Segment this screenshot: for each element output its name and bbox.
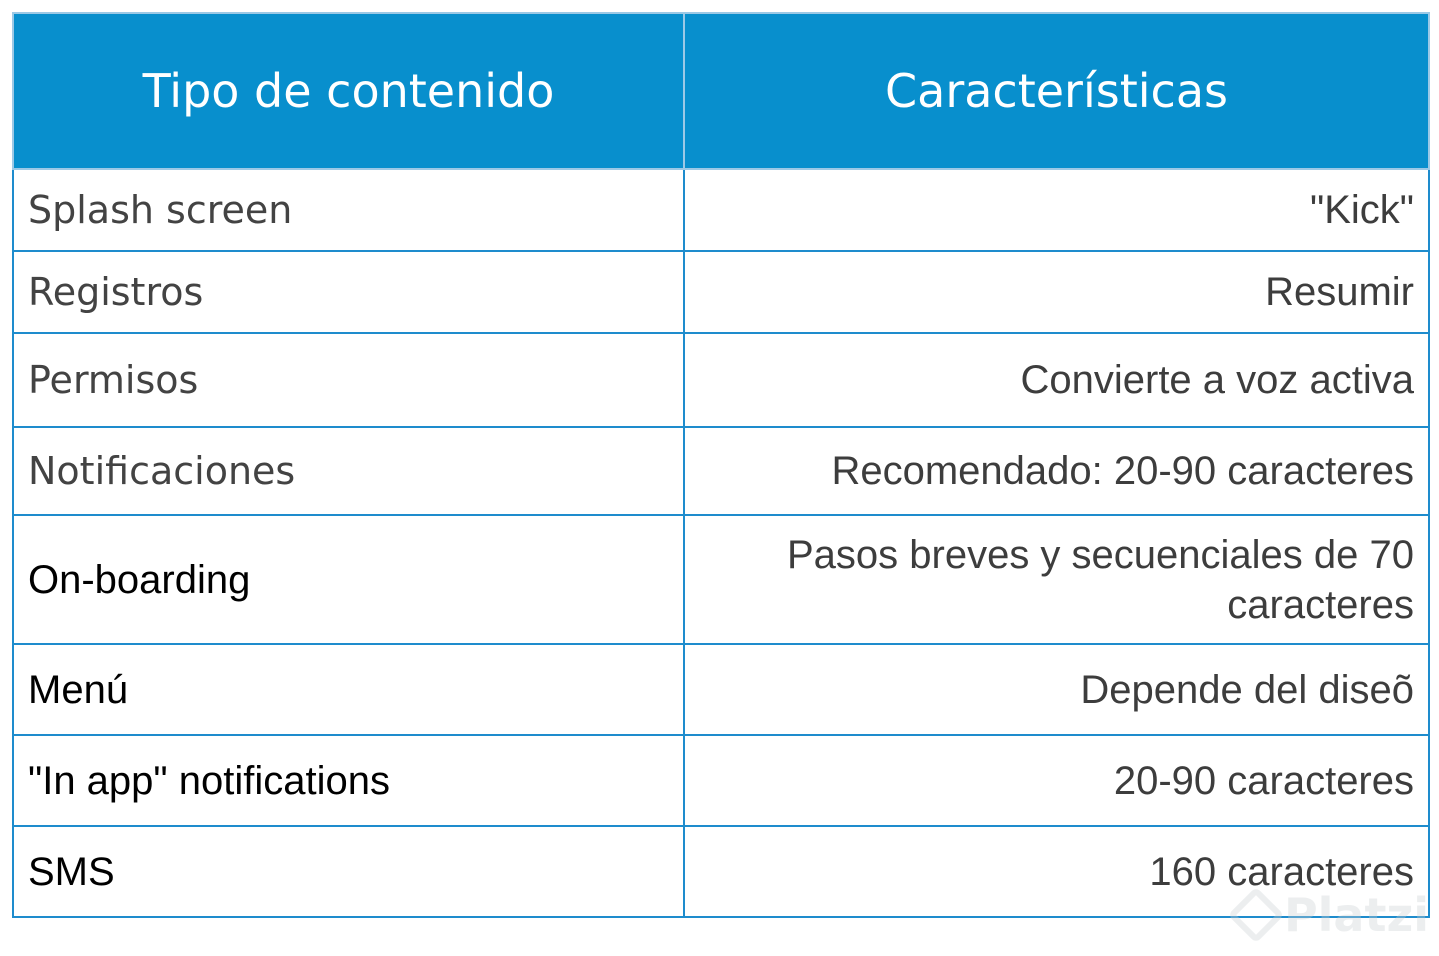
table-row	[13, 644, 1429, 735]
table-row	[13, 735, 1429, 826]
characteristic-cell: Resumir	[684, 251, 1429, 333]
content-type-cell: Registros	[13, 251, 684, 333]
characteristic-cell: 20-90 caracteres	[684, 735, 1429, 826]
table-row	[13, 251, 1429, 333]
content-type-cell: On-boarding	[13, 515, 684, 644]
characteristic-cell: "Kick"	[684, 169, 1429, 251]
content-type-cell: Notificaciones	[13, 427, 684, 515]
table-header-row	[13, 13, 1429, 169]
characteristic-cell: Pasos breves y secuenciales de 70 caracteres	[684, 515, 1429, 644]
table-row	[13, 826, 1429, 917]
characteristic-cell: Recomendado: 20-90 caracteres	[684, 427, 1429, 515]
content-type-table	[12, 12, 1430, 918]
table-row	[13, 333, 1429, 427]
content-type-cell: SMS	[13, 826, 684, 917]
table-row	[13, 427, 1429, 515]
content-type-cell: Menú	[13, 644, 684, 735]
content-type-cell: Splash screen	[13, 169, 684, 251]
content-type-cell: "In app" notifications	[13, 735, 684, 826]
content-type-cell: Permisos	[13, 333, 684, 427]
table-row	[13, 169, 1429, 251]
table-row	[13, 515, 1429, 644]
header-characteristics: Características	[684, 13, 1429, 169]
characteristic-cell: 160 caracteres	[684, 826, 1429, 917]
characteristic-cell: Convierte a voz activa	[684, 333, 1429, 427]
header-content-type: Tipo de contenido	[13, 13, 684, 169]
characteristic-cell: Depende del diseõ	[684, 644, 1429, 735]
watermark-text: Platzi	[1283, 888, 1429, 942]
